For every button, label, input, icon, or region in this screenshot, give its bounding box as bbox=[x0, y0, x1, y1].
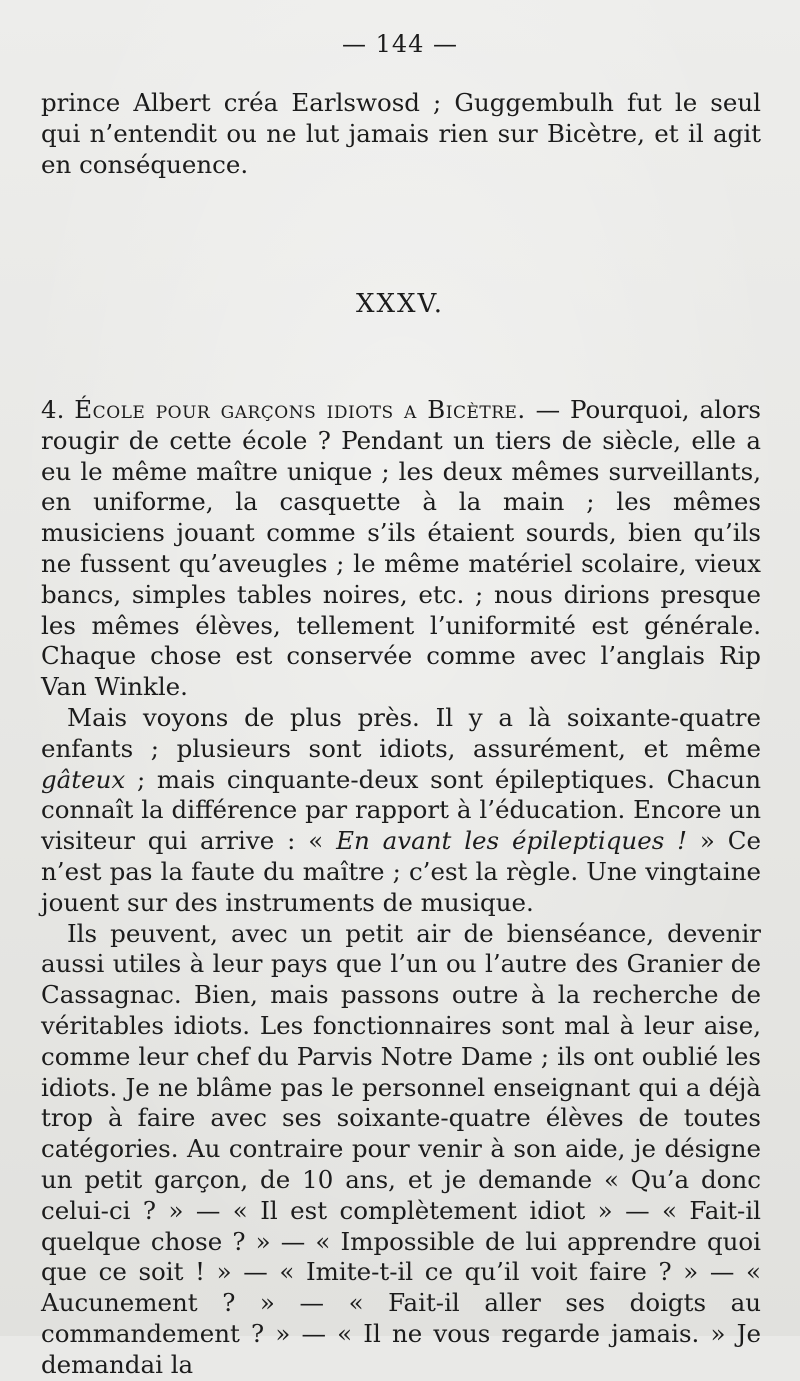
paragraph-students-italic1: gâteux bbox=[41, 764, 126, 794]
main-text-block bbox=[41, 395, 761, 1381]
paragraph-idiots: Ils peuvent, avec un petit air de bienséance, devenir aussi utiles à leur pays que l’un ou l’autre des Granier de Cassagnac. Bien, mais passons outre à la recherche de véritables idiots. Les fonctionnaires sont mal à leur aise, comme leur chef du Parvis Notre Dame ; ils ont oublié les idiots. Je ne blâme pas le personnel enseignant qui a déjà trop à faire avec ses soixante-quatre élèves de toutes catégories. Au contraire pour venir à son aide, je désigne un petit garçon, de 10 ans, et je demande « Qu’a donc celui-ci ? » — « Il est complètement idiot » — « Fait-il quelque chose ? » — « Impossible de lui apprendre quoi que ce soit ! » — « Imite-t-il ce qu’il voit faire ? » — « Aucunement ? » — « Fait-il aller ses doigts au commandement ? » — « Il ne vous regarde jamais. » Je demandai la bbox=[41, 918, 761, 1379]
section-paragraph bbox=[41, 395, 761, 703]
paragraph-students-italic2: En avant les épileptiques ! bbox=[336, 826, 688, 856]
chapter-heading: XXXV. bbox=[355, 289, 445, 319]
section-intro-text: — Pourquoi, alors rougir de cette école ? Pendant un tiers de siècle, elle a eu le même maître unique ; les deux mêmes surveillants, en uniforme, la casquette à la main ; les mêmes musiciens jouant comme s’ils étaient sourds, bien qu’ils ne fussent qu’aveugles ; le même matériel scolaire, vieux bancs, simples tables noires, etc. ; nous dirions presque les mêmes élèves, tellement l’uniformité est générale. Chaque chose est conservée comme avec l’anglais Rip Van Winkle. bbox=[41, 395, 761, 702]
section-number: 4. bbox=[41, 395, 65, 424]
paragraph-students-part1: Mais voyons de plus près. Il y a là soixante-quatre enfants ; plusieurs sont idiots, assurément, et même bbox=[41, 702, 761, 763]
section-title: École pour garçons idiots a Bicètre. bbox=[74, 395, 526, 424]
page-number: — 144 — bbox=[341, 30, 459, 58]
paragraph-students bbox=[41, 703, 761, 919]
paragraph-students-part3: » Ce n’est pas la faute du maître ; c’est la règle. Une vingtaine jouent sur des instruments de musique. bbox=[41, 826, 762, 917]
continued-paragraph bbox=[41, 88, 761, 180]
paragraph-students-part2: ; mais cinquante-deux sont épileptiques. Chacun connaît la différence par rapport à l’éducation. Encore un visiteur qui arrive : « bbox=[41, 764, 761, 856]
continued-paragraph-text: prince Albert créa Earlswosd ; Guggembulh fut le seul qui n’entendit ou ne lut jamais rien sur Bicètre, et il agit en conséquence. bbox=[41, 88, 761, 179]
